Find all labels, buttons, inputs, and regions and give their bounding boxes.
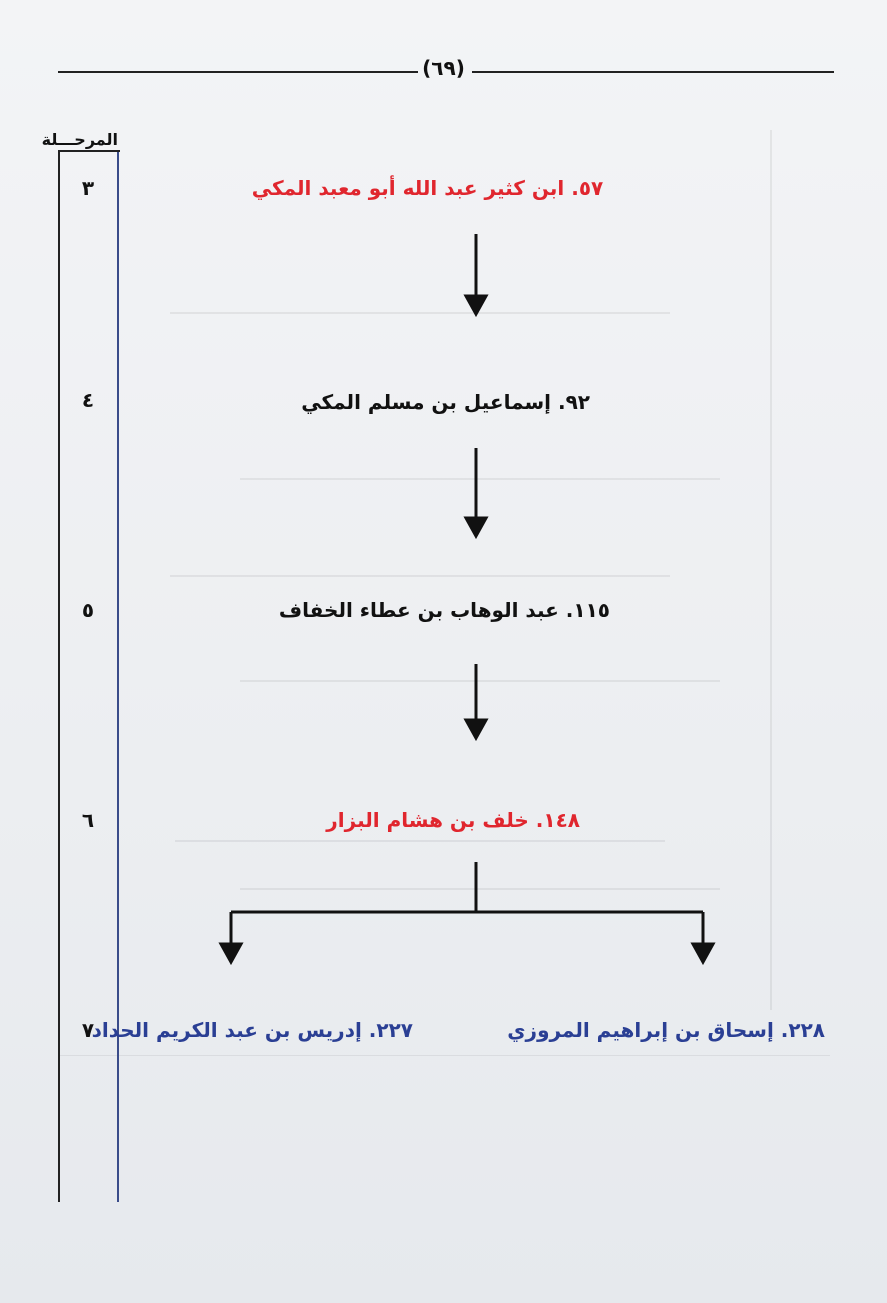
stage-number: ٥: [81, 598, 95, 622]
stage-number: ٦: [81, 808, 95, 832]
arrow-head: [466, 296, 486, 314]
narrator-abd-al-wahhab: ١١٥. عبد الوهاب بن عطاء الخفاف: [278, 598, 610, 622]
arrow-head: [221, 944, 241, 962]
stage-number: ٧: [81, 1018, 95, 1042]
narrator-khalaf-ibn-hisham: ١٤٨. خلف بن هشام البزار: [326, 808, 580, 832]
stage-number: ٤: [81, 388, 95, 412]
narrator-ishaq-al-marwazi: ٢٢٨. إسحاق بن إبراهيم المروزي: [507, 1018, 825, 1042]
narrator-ibn-kathir: ٥٧. ابن كثير عبد الله أبو معبد المكي: [251, 176, 604, 200]
narrator-idris-al-haddad: ٢٢٧. إدريس بن عبد الكريم الحداد: [91, 1018, 413, 1042]
stage-number: ٣: [81, 176, 95, 200]
arrow-head: [466, 720, 486, 738]
page-number: (٦٩): [422, 56, 465, 80]
arrow-head: [466, 518, 486, 536]
narrator-ismail-ibn-muslim: ٩٢. إسماعيل بن مسلم المكي: [301, 390, 590, 414]
arrow-head: [693, 944, 713, 962]
stage-column-header: المرحـــلة: [41, 130, 118, 149]
